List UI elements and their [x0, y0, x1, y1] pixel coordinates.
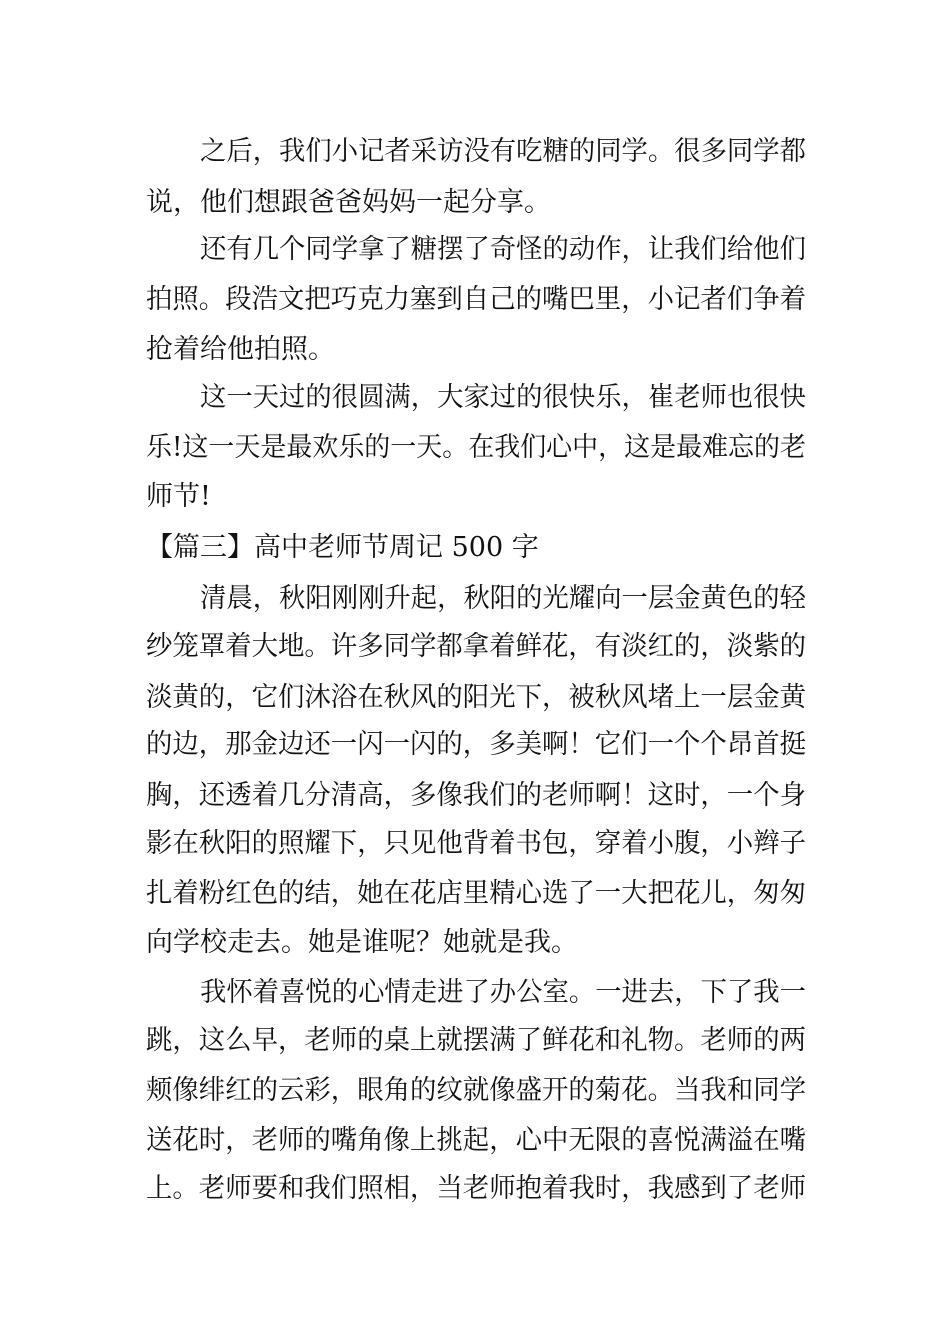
paragraph-line [0, 274, 950, 326]
paragraph-line [0, 126, 950, 178]
section-heading-text: 【篇三】高中老师节周记 500 字 [146, 532, 539, 563]
paragraph-line [0, 573, 950, 625]
line-text: 师节! [146, 481, 211, 512]
paragraph-line [0, 967, 950, 1019]
line-text: 拍照。段浩文把巧克力塞到自己的嘴巴里，小记者们争着 [146, 284, 807, 315]
line-text: 的边，那金边还一闪一闪的，多美啊！它们一个个昂首挺 [146, 729, 807, 760]
paragraph-line [0, 818, 950, 870]
line-text: 跳，这么早，老师的桌上就摆满了鲜花和礼物。老师的两 [146, 1025, 807, 1056]
line-text: 之后，我们小记者采访没有吃糖的同学。很多同学都 [200, 136, 806, 167]
line-text: 淡黄的，它们沐浴在秋风的阳光下，被秋风堵上一层金黄 [146, 682, 807, 713]
line-text: 乐!这一天是最欢乐的一天。在我们心中，这是最难忘的老 [146, 432, 807, 463]
section-heading [0, 522, 950, 574]
paragraph-line [0, 672, 950, 724]
line-text: 影在秋阳的照耀下，只见他背着书包，穿着小腹，小辫子 [146, 828, 807, 859]
line-text: 我怀着喜悦的心情走进了办公室。一进去，下了我一 [200, 977, 806, 1008]
paragraph-line [0, 868, 950, 920]
line-text: 向学校走去。她是谁呢？她就是我。 [146, 927, 578, 958]
line-text: 送花时，老师的嘴角像上挑起，心中无限的喜悦满溢在嘴 [146, 1125, 807, 1156]
line-text: 上。老师要和我们照相，当老师抱着我时，我感到了老师 [146, 1173, 807, 1204]
paragraph-line [0, 1015, 950, 1067]
paragraph-line [0, 917, 950, 969]
paragraph-line [0, 224, 950, 276]
line-text: 还有几个同学拿了糖摆了奇怪的动作，让我们给他们 [200, 234, 806, 265]
line-text: 颊像绯红的云彩，眼角的纹就像盛开的菊花。当我和同学 [146, 1075, 807, 1106]
paragraph-line [0, 770, 950, 822]
paragraph-line [0, 1065, 950, 1117]
line-text: 纱笼罩着大地。许多同学都拿着鲜花，有淡红的，淡紫的 [146, 631, 807, 662]
paragraph-line [0, 422, 950, 474]
line-text: 胸，还透着几分清高，多像我们的老师啊！这时，一个身 [146, 780, 807, 811]
paragraph-line [0, 372, 950, 424]
paragraph-line [0, 719, 950, 771]
paragraph-line [0, 471, 950, 523]
paragraph-line [0, 621, 950, 673]
line-text: 抢着给他拍照。 [146, 334, 335, 365]
paragraph-line [0, 1115, 950, 1167]
line-text: 这一天过的很圆满，大家过的很快乐，崔老师也很快 [200, 382, 806, 413]
line-text: 扎着粉红色的结，她在花店里精心选了一大把花儿，匆匆 [146, 878, 807, 909]
line-text: 说，他们想跟爸爸妈妈一起分享。 [146, 187, 551, 218]
paragraph-line [0, 1163, 950, 1215]
line-text: 清晨，秋阳刚刚升起，秋阳的光耀向一层金黄色的轻 [200, 583, 806, 614]
paragraph-line [0, 177, 950, 229]
paragraph-line [0, 324, 950, 376]
